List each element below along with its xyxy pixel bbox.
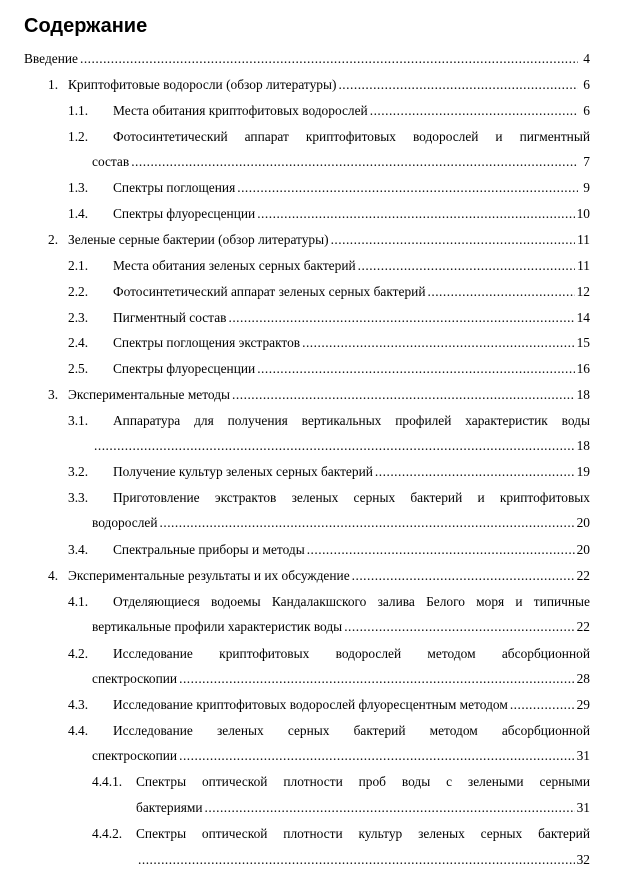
toc-entry-text: Экспериментальные методы (68, 387, 231, 402)
toc-page-number: 14 (576, 310, 590, 325)
toc-entry[interactable] (68, 541, 590, 559)
toc-entry[interactable] (24, 50, 590, 68)
toc-page-number: 11 (577, 258, 590, 273)
toc-entry-continuation[interactable] (92, 747, 590, 765)
toc-entry-number: 3. (48, 387, 59, 402)
leader-dots (331, 231, 576, 249)
toc-page-number: 31 (576, 800, 590, 815)
toc-page-number: 16 (576, 361, 590, 376)
leader-dots (94, 437, 575, 455)
toc-entry[interactable] (48, 386, 590, 404)
toc-entry-number: 1.4. (68, 206, 89, 221)
toc-entry[interactable] (48, 76, 590, 94)
toc-entry[interactable] (68, 463, 590, 481)
toc-entry-text: Спектральные приборы и методы (113, 542, 305, 557)
toc-entry-number: 1. (48, 77, 59, 92)
toc-entry[interactable] (48, 231, 590, 249)
toc-page-number: 28 (576, 671, 590, 686)
leader-dots (80, 50, 578, 68)
toc-entry-text: Зеленые серные бактерии (обзор литературы) (68, 232, 329, 247)
toc-entry-text: Спектры поглощения экстрактов (113, 335, 301, 350)
toc-entry[interactable] (68, 128, 590, 146)
toc-entry-number: 3.4. (68, 542, 89, 557)
leader-dots (179, 670, 575, 688)
toc-entry[interactable] (68, 489, 590, 507)
leader-dots (370, 102, 578, 120)
leader-dots (232, 386, 575, 404)
toc-entry-continuation[interactable] (92, 153, 590, 171)
toc-entry-text: Фотосинтетический аппарат зеленых серных бактерий (113, 284, 426, 299)
toc-page-number: 15 (576, 335, 590, 350)
toc-entry-number: 4.4.1. (92, 774, 123, 789)
page-title: Содержание (24, 15, 148, 37)
toc-entry[interactable] (68, 334, 590, 352)
toc-entry[interactable] (68, 696, 590, 714)
toc-entry[interactable] (68, 645, 590, 663)
leader-dots (257, 360, 574, 378)
toc-entry-number: 3.1. (68, 413, 89, 428)
toc-entry-continuation[interactable] (92, 437, 590, 455)
leader-dots (307, 541, 575, 559)
toc-entry-text: Исследование криптофитовых водорослей методом абсорбционной (113, 646, 590, 661)
toc-page-number: 4 (583, 51, 590, 66)
toc-entry[interactable] (48, 567, 590, 585)
toc-page-number: 31 (576, 748, 590, 763)
toc-entry[interactable] (68, 102, 590, 120)
toc-entry[interactable] (92, 825, 590, 843)
toc-entry-text: Фотосинтетический аппарат криптофитовых водорослей и пигментный (113, 129, 590, 144)
toc-entry-text: Аппаратура для получения вертикальных профилей характеристик воды (113, 413, 590, 428)
toc-entry[interactable] (68, 179, 590, 197)
leader-dots (352, 567, 575, 585)
toc-entry-number: 2.2. (68, 284, 89, 299)
toc-entry[interactable] (68, 412, 590, 430)
toc-entry[interactable] (68, 205, 590, 223)
toc-entry[interactable] (92, 773, 590, 791)
toc-entry-number: 1.3. (68, 180, 89, 195)
leader-dots (510, 696, 575, 714)
toc-entry-number: 2.4. (68, 335, 89, 350)
toc-entry-text: Криптофитовые водоросли (обзор литературы) (68, 77, 337, 92)
toc-entry-number: 4. (48, 568, 59, 583)
toc-page-number: 11 (577, 232, 590, 247)
toc-entry-number: 1.2. (68, 129, 89, 144)
toc-page-number: 6 (583, 77, 590, 92)
leader-dots (131, 153, 578, 171)
leader-dots (375, 463, 575, 481)
toc-entry-text: Пигментный состав (113, 310, 227, 325)
toc-page-number: 18 (576, 438, 590, 453)
toc-entry-text: Спектры оптической плотности культур зеленых серных бактерий (136, 826, 590, 841)
toc-entry-text: Спектры флуоресценции (113, 361, 256, 376)
toc-entry-continuation[interactable] (136, 799, 590, 817)
toc-entry-text: Исследование криптофитовых водорослей флуоресцентным методом (113, 697, 508, 712)
toc-page-number: 20 (576, 542, 590, 557)
toc-entry[interactable] (68, 283, 590, 301)
leader-dots (257, 205, 574, 223)
toc-entry-number: 4.3. (68, 697, 89, 712)
toc-page-number: 29 (576, 697, 590, 712)
toc-entry-text: Отделяющиеся водоемы Кандалакшского залива Белого моря и типичные (113, 594, 590, 609)
toc-entry-number: 2.3. (68, 310, 89, 325)
leader-dots (338, 76, 578, 94)
toc-entry-text-continued: спектроскопии (92, 671, 178, 686)
toc-page-number: 32 (576, 852, 590, 867)
toc-page-number: 19 (576, 464, 590, 479)
toc-page-number: 20 (576, 515, 590, 530)
toc-entry-continuation[interactable] (92, 670, 590, 688)
leader-dots (344, 618, 574, 636)
toc-entry-number: 3.3. (68, 490, 89, 505)
toc-entry-text-continued: спектроскопии (92, 748, 178, 763)
toc-entry-number: 4.4.2. (92, 826, 123, 841)
toc-page-number: 22 (576, 568, 590, 583)
leader-dots (428, 283, 575, 301)
toc-entry-number: 4.1. (68, 594, 89, 609)
toc-entry-text: Спектры оптической плотности проб воды с зелеными серными (136, 774, 590, 789)
toc-entry-continuation[interactable] (136, 851, 590, 869)
toc-entry-text: Места обитания зеленых серных бактерий (113, 258, 356, 273)
toc-entry-text: Спектры поглощения (113, 180, 236, 195)
leader-dots (237, 179, 578, 197)
toc-entry-continuation[interactable] (92, 618, 590, 636)
toc-entry-text-continued: бактериями (136, 800, 203, 815)
leader-dots (358, 257, 575, 275)
toc-page-number: 22 (576, 619, 590, 634)
toc-entry-number: 2.1. (68, 258, 89, 273)
toc-page-number: 7 (583, 154, 590, 169)
toc-entry-continuation[interactable] (92, 514, 590, 532)
toc-entry-text-continued: вертикальные профили характеристик воды (92, 619, 343, 634)
toc-page-number: 12 (576, 284, 590, 299)
toc-page-number: 6 (583, 103, 590, 118)
toc-entry[interactable] (68, 593, 590, 611)
leader-dots (179, 747, 575, 765)
leader-dots (302, 334, 575, 352)
toc-entry-text: Получение культур зеленых серных бактерий (113, 464, 373, 479)
toc-entry-text: Приготовление экстрактов зеленых серных бактерий и криптофитовых (113, 490, 590, 505)
toc-entry-text: Введение (24, 51, 78, 66)
toc-page-number: 9 (583, 180, 590, 195)
toc-entry-text: Места обитания криптофитовых водорослей (113, 103, 368, 118)
toc-page-number: 10 (576, 206, 590, 221)
toc-entry-text: Исследование зеленых серных бактерий методом абсорбционной (113, 723, 590, 738)
toc-entry-number: 2.5. (68, 361, 89, 376)
toc-entry[interactable] (68, 360, 590, 378)
leader-dots (138, 851, 575, 869)
toc-entry[interactable] (68, 722, 590, 740)
toc-entry-text: Спектры флуоресценции (113, 206, 256, 221)
leader-dots (228, 309, 574, 327)
toc-page-number: 18 (576, 387, 590, 402)
toc-entry[interactable] (68, 257, 590, 275)
toc-entry-number: 2. (48, 232, 59, 247)
toc-entry-text-continued: состав (92, 154, 130, 169)
toc-entry-number: 3.2. (68, 464, 89, 479)
toc-entry-number: 4.4. (68, 723, 89, 738)
leader-dots (160, 514, 575, 532)
toc-entry-number: 4.2. (68, 646, 89, 661)
leader-dots (205, 799, 575, 817)
toc-entry-number: 1.1. (68, 103, 89, 118)
toc-entry-text-continued: водорослей (92, 515, 158, 530)
toc-entry-text: Экспериментальные результаты и их обсуждение (68, 568, 350, 583)
toc-entry[interactable] (68, 309, 590, 327)
